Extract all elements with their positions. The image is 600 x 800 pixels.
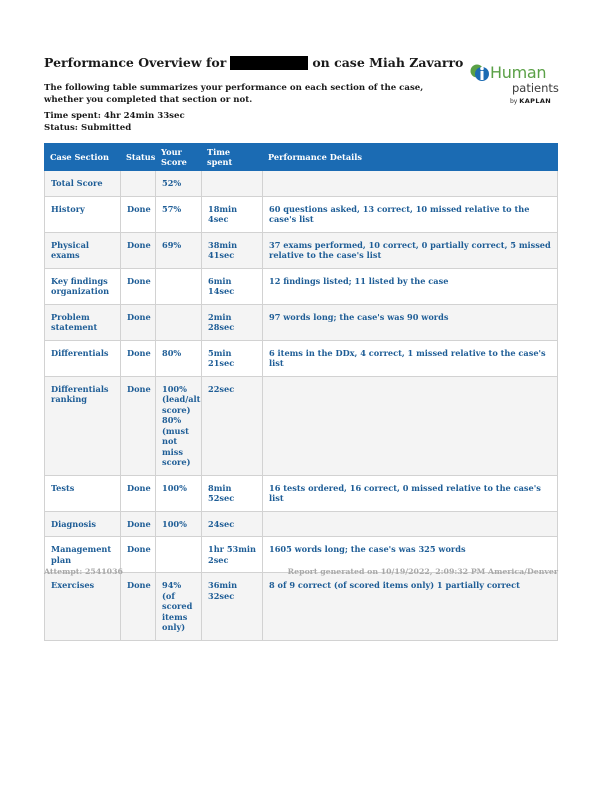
cell-score: 100%	[156, 511, 202, 537]
time-spent-text: Time spent: 4hr 24min 33sec	[44, 111, 185, 121]
redacted-name-block	[230, 56, 308, 70]
logo-sub-text: patients	[512, 81, 559, 95]
ihuman-logo	[470, 62, 560, 110]
cell-section: Tests	[45, 475, 121, 511]
cell-score: 100% (lead/alt score) 80% (must not miss score)	[156, 376, 202, 475]
cell-details: 12 findings listed; 11 listed by the case	[263, 268, 558, 304]
attempt-id-text: Attempt: 2541036	[44, 567, 123, 576]
cell-time: 36min 32sec	[202, 573, 263, 641]
page-title	[44, 54, 464, 72]
cell-score: 69%	[156, 232, 202, 268]
logo-by-text: by	[510, 98, 518, 105]
cell-details: 97 words long; the case's was 90 words	[263, 304, 558, 340]
cell-status	[121, 171, 156, 197]
title-suffix: on case Miah Zavarro	[312, 55, 464, 70]
cell-section: Diagnosis	[45, 511, 121, 537]
cell-details: 8 of 9 correct (of scored items only) 1 partially correct	[263, 573, 558, 641]
table-row	[45, 196, 558, 232]
table-row	[45, 475, 558, 511]
cell-details: 6 items in the DDx, 4 correct, 1 missed relative to the case's list	[263, 340, 558, 376]
cell-status: Done	[121, 304, 156, 340]
cell-status: Done	[121, 376, 156, 475]
cell-time: 38min 41sec	[202, 232, 263, 268]
cell-score: 100%	[156, 475, 202, 511]
cell-time: 1hr 53min 2sec	[202, 537, 263, 573]
cell-status: Done	[121, 511, 156, 537]
cell-section: Management plan	[45, 537, 121, 573]
cell-section: Key findings organization	[45, 268, 121, 304]
cell-time: 2min 28sec	[202, 304, 263, 340]
cell-section: Problem statement	[45, 304, 121, 340]
cell-time: 24sec	[202, 511, 263, 537]
cell-details	[263, 511, 558, 537]
summary-text: The following table summarizes your performance on each section of the case, whether you completed that section or not.	[44, 83, 424, 105]
cell-time: 18min 4sec	[202, 196, 263, 232]
cell-score	[156, 304, 202, 340]
cell-time: 6min 14sec	[202, 268, 263, 304]
table-row	[45, 268, 558, 304]
cell-status: Done	[121, 475, 156, 511]
cell-time: 22sec	[202, 376, 263, 475]
cell-time: 8min 52sec	[202, 475, 263, 511]
table-row	[45, 340, 558, 376]
table-header-row	[45, 144, 558, 171]
cell-details: 1605 words long; the case's was 325 words	[263, 537, 558, 573]
table-row	[45, 171, 558, 197]
title-prefix: Performance Overview for	[44, 55, 227, 70]
cell-section: Exercises	[45, 573, 121, 641]
cell-status: Done	[121, 537, 156, 573]
cell-status: Done	[121, 573, 156, 641]
column-header-score: Your Score	[156, 144, 202, 171]
table-row	[45, 232, 558, 268]
report-generated-text: Report generated on 10/19/2022, 2:09:32 PM America/Denver	[287, 567, 558, 576]
cell-status: Done	[121, 232, 156, 268]
cell-score	[156, 537, 202, 573]
cell-score: 57%	[156, 196, 202, 232]
cell-details	[263, 171, 558, 197]
performance-table	[44, 143, 558, 641]
table-row	[45, 304, 558, 340]
cell-score: 94% (of scored items only)	[156, 573, 202, 641]
column-header-status: Status	[121, 144, 156, 171]
status-text: Status: Submitted	[44, 123, 132, 133]
cell-section: Physical exams	[45, 232, 121, 268]
cell-time: 5min 21sec	[202, 340, 263, 376]
cell-details: 37 exams performed, 10 correct, 0 partially correct, 5 missed relative to the case's list	[263, 232, 558, 268]
table-row	[45, 376, 558, 475]
ihuman-logo-mark-icon	[470, 62, 492, 84]
cell-details: 16 tests ordered, 16 correct, 0 missed relative to the case's list	[263, 475, 558, 511]
cell-details	[263, 376, 558, 475]
cell-section: Total Score	[45, 171, 121, 197]
column-header-section: Case Section	[45, 144, 121, 171]
cell-section: Differentials ranking	[45, 376, 121, 475]
cell-section: History	[45, 196, 121, 232]
cell-section: Differentials	[45, 340, 121, 376]
column-header-time: Time spent	[202, 144, 263, 171]
table-row	[45, 511, 558, 537]
cell-time	[202, 171, 263, 197]
cell-score: 80%	[156, 340, 202, 376]
logo-brand-text: Human	[490, 63, 547, 82]
table-row	[45, 573, 558, 641]
cell-status: Done	[121, 268, 156, 304]
cell-status: Done	[121, 340, 156, 376]
cell-details: 60 questions asked, 13 correct, 10 missed relative to the case's list	[263, 196, 558, 232]
cell-score	[156, 268, 202, 304]
cell-score: 52%	[156, 171, 202, 197]
logo-by-line	[510, 97, 551, 105]
logo-company-text: KAPLAN	[519, 97, 552, 105]
column-header-details: Performance Details	[263, 144, 558, 171]
cell-status: Done	[121, 196, 156, 232]
